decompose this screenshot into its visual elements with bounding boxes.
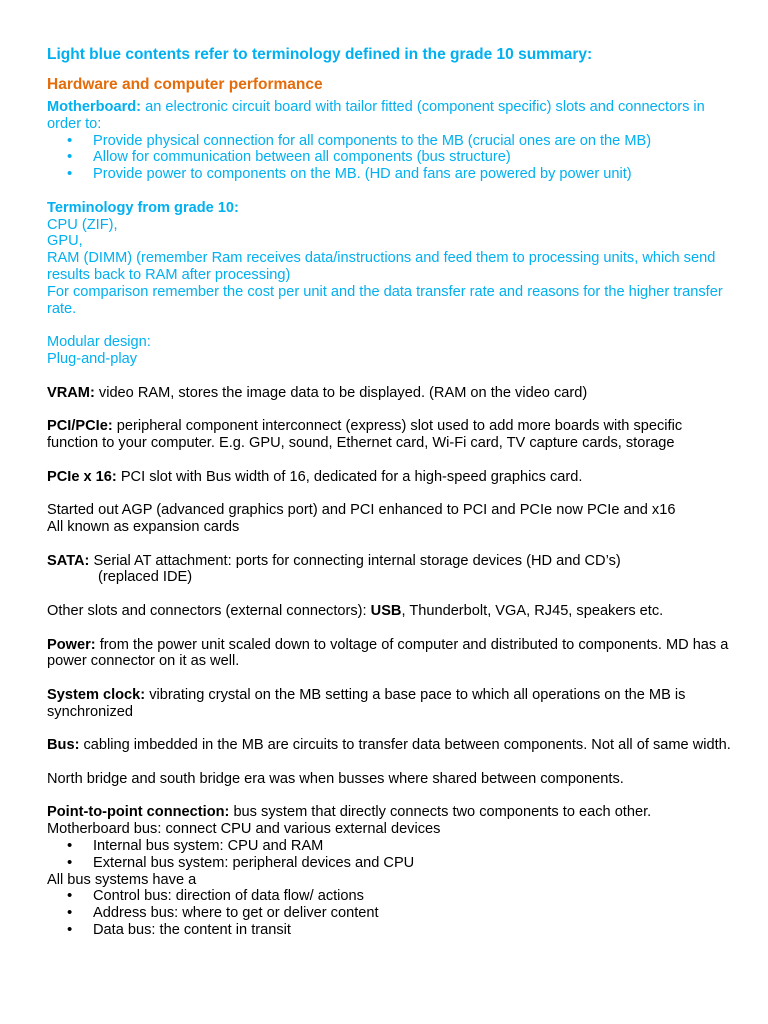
list-item: • Data bus: the content in transit [47,922,737,939]
p2p-term: Point-to-point connection: [47,804,230,821]
document-page [47,46,737,939]
other-pre: Other slots and connectors (external connectors): [47,602,371,619]
sata-def: Serial AT attachment: ports for connecting internal storage devices (HD and CD’s) [89,552,621,569]
list-item: • Control bus: direction of data flow/ actions [47,888,737,905]
grade10-line: CPU (ZIF), [47,216,118,233]
p2p-definition [47,804,737,821]
section-heading: Hardware and computer performance [47,76,323,93]
motherboard-definition [47,99,737,133]
bus-definition [47,737,737,754]
pci-def: peripheral component interconnect (express) slot used to add more boards with specific function to your computer. E.g. GPU, sound, Ethernet card, Wi-Fi card, TV capture cards, storage [47,418,683,451]
grade10-line: RAM (DIMM) (remember Ram receives data/instructions and feed them to processing units, which send results back to RAM after processing) [47,250,716,283]
bus-def: cabling imbedded in the MB are circuits to transfer data between components. Not all of same width. [79,737,731,754]
sata-note: (replaced IDE) [98,569,193,586]
list-item: • Address bus: where to get or deliver content [47,905,737,922]
other-post: , Thunderbolt, VGA, RJ45, speakers etc. [401,602,664,619]
grade10-block [47,200,737,318]
pcie16-definition [47,469,737,486]
modular-block [47,334,737,368]
document-title: Light blue contents refer to terminology defined in the grade 10 summary: [47,46,593,63]
list-item: • Provide power to components on the MB. (HD and fans are powered by power unit) [47,166,737,183]
power-definition [47,637,737,671]
list-item: • Provide physical connection for all components to the MB (crucial ones are on the MB) [47,133,737,150]
sata-term: SATA: [47,552,90,569]
vram-def: video RAM, stores the image data to be displayed. (RAM on the video card) [94,384,588,401]
agp-line: Started out AGP (advanced graphics port) and PCI enhanced to PCI and PCIe now PCIe and x16 [47,502,676,519]
clock-def: vibrating crystal on the MB setting a base pace to which all operations on the MB is synchronized [47,686,686,720]
expansion-cards-line: All known as expansion cards [47,518,240,535]
power-term: Power: [47,636,96,653]
vram-definition [47,385,737,402]
bus-term: Bus: [47,737,80,754]
power-def: from the power unit scaled down to voltage of computer and distributed to components. MD has a power connector on it as well. [47,636,729,670]
pci-term: PCI/PCIe: [47,418,113,435]
pcie16-term: PCIe x 16: [47,468,117,485]
plug-and-play: Plug-and-play [47,350,138,367]
mb-bus-bullets [47,838,737,872]
usb-term: USB [370,602,402,619]
vram-term: VRAM: [47,384,95,401]
list-item: • External bus system: peripheral devices and CPU [47,855,737,872]
motherboard-term: Motherboard: [47,99,142,115]
other-connectors [47,603,737,620]
grade10-term-label: Terminology from grade 10: [47,199,239,216]
clock-definition [47,687,737,721]
clock-term: System clock: [47,686,146,703]
grade10-line: For comparison remember the cost per unit and the data transfer rate and reasons for the higher transfer rate. [47,283,723,317]
sata-definition [47,553,737,570]
pci-definition [47,418,737,452]
motherboard-block [47,99,737,183]
list-item: • Allow for communication between all components (bus structure) [47,149,737,166]
modular-design: Modular design: [47,334,151,351]
list-item: • Internal bus system: CPU and RAM [47,838,737,855]
motherboard-bullets [47,133,737,183]
pcie16-def: PCI slot with Bus width of 16, dedicated for a high-speed graphics card. [116,468,583,485]
all-bus-line: All bus systems have a [47,871,197,888]
motherboard-def: an electronic circuit board with tailor fitted (component specific) slots and connectors in order to: [47,99,705,132]
mb-bus-line: Motherboard bus: connect CPU and various external devices [47,821,441,838]
all-bus-bullets [47,888,737,938]
grade10-term [47,200,737,217]
grade10-line: GPU, [47,233,83,250]
p2p-def: bus system that directly connects two components to each other. [229,804,652,821]
bridge-line: North bridge and south bridge era was when busses where shared between components. [47,770,624,787]
